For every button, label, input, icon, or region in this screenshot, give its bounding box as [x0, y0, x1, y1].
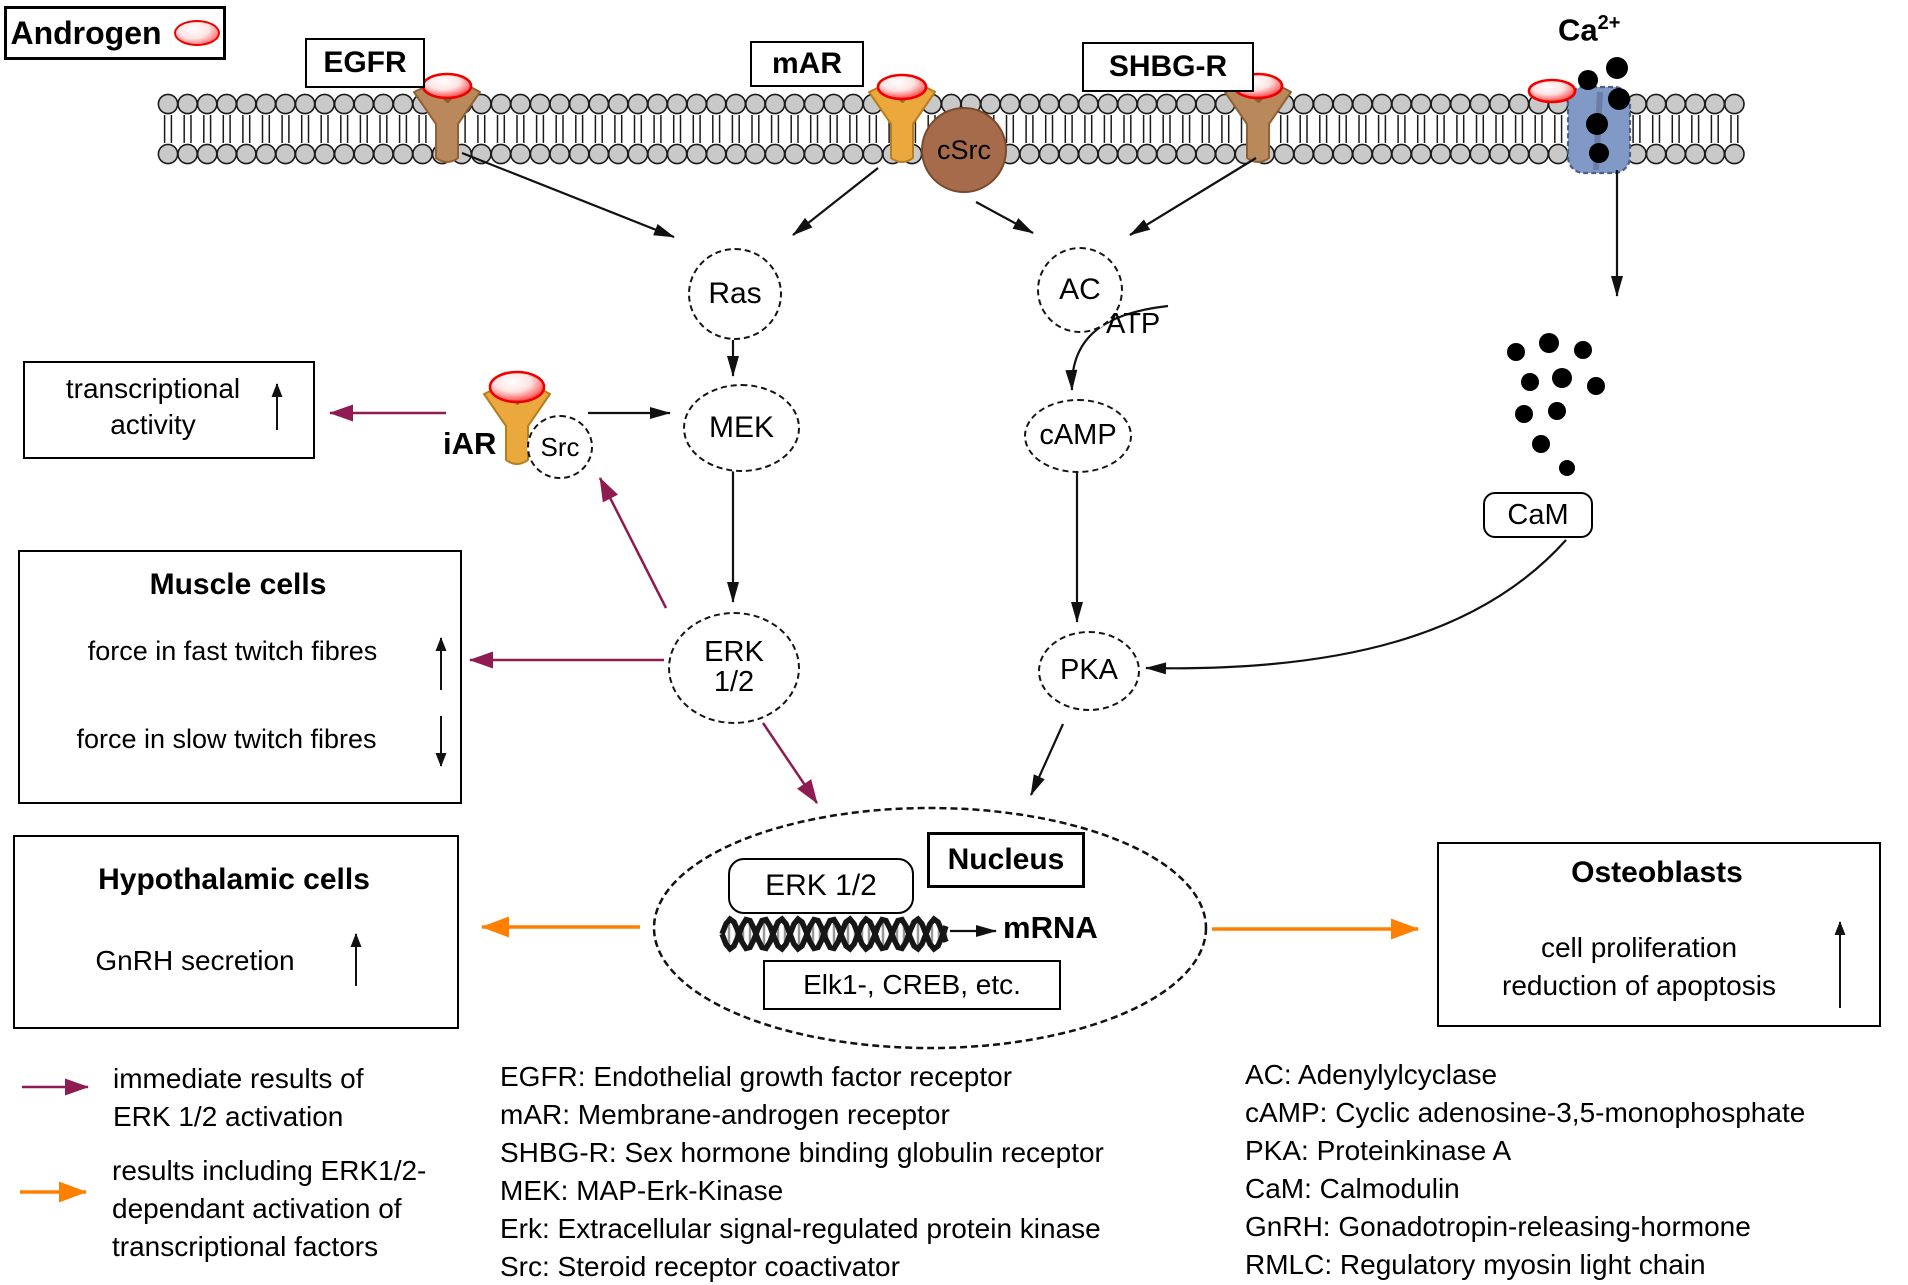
arrow-egfr-ras — [462, 153, 674, 237]
egfr-label: EGFR — [323, 46, 407, 79]
abbreviations-right: AC: Adenylylcyclase cAMP: Cyclic adenosine-3,5-monophosphate PKA: Proteinkinase A CaM: Calmodulin GnRH: Gonadotropin-releasing-hormone RMLC: Regulatory myosin light chain — [1245, 1059, 1806, 1280]
arrow-erk-src — [600, 478, 666, 608]
androgen-label: Androgen — [10, 14, 162, 51]
osteoblasts-title: Osteoblasts — [1571, 856, 1743, 889]
fast-twitch-line: force in fast twitch fibres — [87, 636, 378, 666]
elk-creb-box: Elk1-, CREB, etc. — [763, 960, 1061, 1010]
mar-label-box — [750, 41, 864, 87]
egfr-label-box — [305, 38, 425, 88]
slow-twitch-line: force in slow twitch fibres — [76, 724, 377, 754]
nucleus-label-box: Nucleus — [927, 832, 1085, 888]
calcium-label: $Ca^{2+}$ — [1558, 12, 1621, 48]
apoptosis-line: reduction of apoptosis — [1502, 970, 1776, 1001]
muscle-cells-box — [18, 550, 462, 804]
muscle-cells-title: Muscle cells — [149, 568, 327, 601]
gnrh-secretion-line: GnRH secretion — [95, 945, 295, 976]
mar-label: mAR — [771, 47, 842, 80]
mrna-label: mRNA — [1003, 910, 1098, 945]
iar-label: iAR — [443, 426, 497, 461]
pka-node: PKA — [1038, 631, 1140, 711]
hypothalamic-cells-box — [13, 835, 459, 1029]
ac-node: AC — [1037, 247, 1123, 333]
transcriptional-activity-text: transcriptional activity — [65, 373, 241, 440]
abbreviations-left: EGFR: Endothelial growth factor receptor mAR: Membrane-androgen receptor SHBG-R: Sex hormone binding globulin receptor MEK: MAP-Erk-Kinase Erk: Extracellular signal-regulated protein kinase Src: Steroid receptor coactivator — [500, 1061, 1104, 1282]
mek-node: MEK — [683, 384, 800, 472]
arrow-csrc-ac — [976, 202, 1033, 233]
src-node: Src — [527, 415, 593, 479]
hypothalamic-title: Hypothalamic cells — [98, 863, 370, 896]
cam-node: CaM — [1483, 492, 1593, 538]
shbgr-label-box — [1082, 42, 1254, 92]
nuclear-erk-box: ERK 1/2 — [728, 858, 914, 914]
arrow-cam-pka — [1146, 540, 1566, 668]
transcriptional-activity-box — [23, 361, 315, 459]
shbgr-label: SHBG-R — [1108, 50, 1228, 83]
cell-proliferation-line: cell proliferation — [1540, 932, 1738, 963]
atp-label: ATP — [1106, 308, 1161, 340]
black-arrows — [462, 153, 1617, 931]
arrow-pka-nucleus — [1031, 724, 1063, 795]
erk-node: ERK 1/2 — [668, 612, 800, 724]
arrow-mar-ras — [793, 168, 878, 235]
legend-immediate-text: immediate results of ERK 1/2 activation — [113, 1063, 364, 1132]
csrc-node: cSrc — [921, 107, 1007, 193]
osteoblasts-box — [1437, 842, 1881, 1027]
camp-node: cAMP — [1024, 399, 1132, 473]
androgen-legend-box — [4, 6, 226, 60]
arrow-erk-nucleus — [763, 723, 817, 803]
calcium-ions-cytoplasm — [1507, 333, 1605, 476]
ras-node: Ras — [688, 248, 782, 340]
legend-dependent-text: results including ERK1/2- dependant activation of transcriptional factors — [112, 1155, 427, 1262]
androgen-ligand-icon — [174, 20, 220, 46]
arrow-shbgr-ac — [1130, 158, 1256, 235]
